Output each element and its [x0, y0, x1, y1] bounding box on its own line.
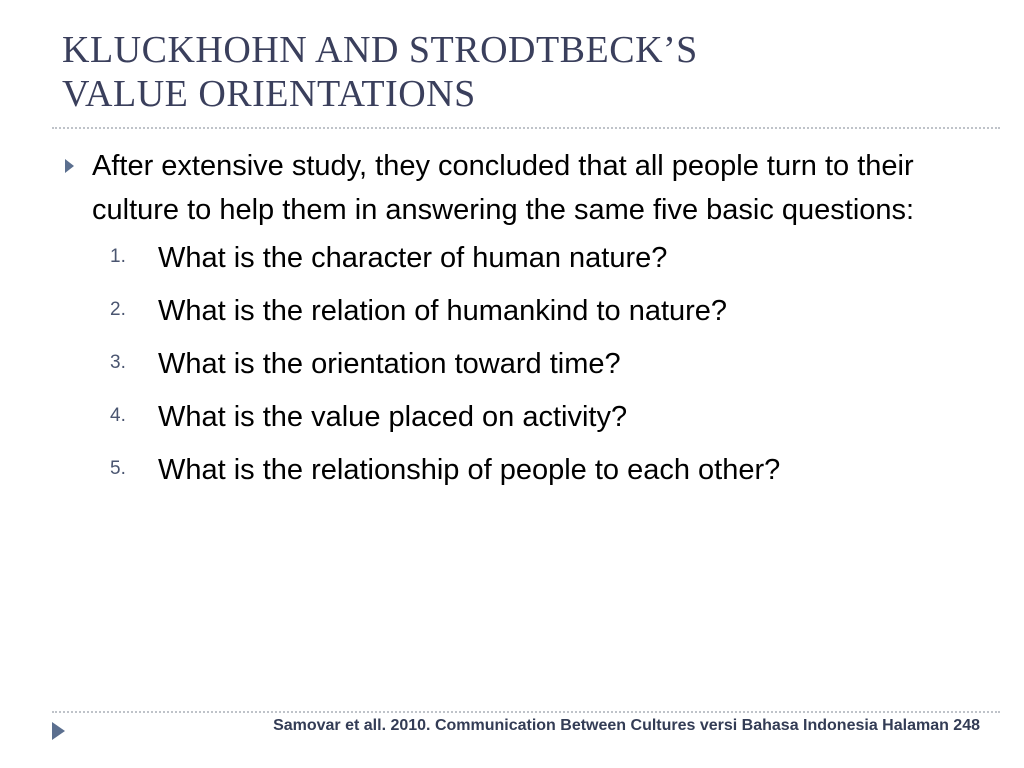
slide-title [62, 28, 698, 116]
question-text: What is the orientation toward time? [158, 348, 621, 380]
title-divider [52, 127, 1000, 129]
slide-body [62, 144, 962, 505]
footer-citation: Samovar et all. 2010. Communication Between Cultures versi Bahasa Indonesia Halaman 248 [273, 717, 980, 734]
question-item [62, 452, 962, 505]
question-number: 4. [110, 405, 126, 426]
question-item [62, 240, 962, 293]
question-number: 3. [110, 352, 126, 373]
question-item [62, 399, 962, 452]
question-number: 2. [110, 299, 126, 320]
triangle-play-icon [52, 722, 65, 740]
slide-title-line-2: VALUE ORIENTATIONS [62, 73, 476, 115]
triangle-bullet-icon [65, 159, 74, 173]
bullet-text: After extensive study, they concluded that all people turn to their culture to help them in answering the same five basic questions: [92, 150, 915, 226]
question-number: 5. [110, 458, 126, 479]
footer-divider [52, 711, 1000, 713]
bullet-item [62, 144, 962, 232]
question-number: 1. [110, 246, 126, 267]
question-text: What is the value placed on activity? [158, 401, 628, 433]
slide-title-line-1: KLUCKHOHN AND STRODTBECK’S [62, 29, 698, 71]
question-text: What is the relation of humankind to nature? [158, 295, 728, 327]
questions-list [62, 240, 962, 505]
question-item [62, 293, 962, 346]
question-text: What is the character of human nature? [158, 242, 668, 274]
question-item [62, 346, 962, 399]
question-text: What is the relationship of people to each other? [158, 454, 781, 486]
